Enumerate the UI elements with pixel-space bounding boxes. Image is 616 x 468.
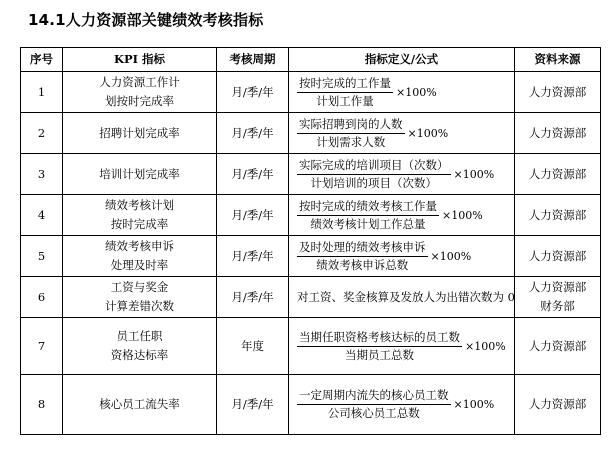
row-kpi xyxy=(63,236,217,277)
formula xyxy=(289,117,514,150)
kpi-line: 计算差错次数 xyxy=(105,299,174,313)
row-definition xyxy=(289,113,515,154)
formula-numerator: 当期任职资格考核达标的员工数 xyxy=(297,330,462,347)
row-kpi xyxy=(63,113,217,154)
row-kpi xyxy=(63,318,217,375)
table-row xyxy=(21,277,601,318)
row-definition xyxy=(289,236,515,277)
formula-denominator: 绩效考核计划工作总量 xyxy=(310,216,426,231)
row-definition xyxy=(289,375,515,435)
kpi-line: 员工任职 xyxy=(116,329,163,343)
source-line: 人力资源部 xyxy=(528,280,587,294)
row-no: 7 xyxy=(21,318,63,375)
kpi-line: 人力资源工作计 xyxy=(99,75,180,89)
formula-multiplier: ×100% xyxy=(453,167,495,181)
row-period: 月/季/年 xyxy=(217,72,289,113)
formula-denominator: 计划工作量 xyxy=(316,93,374,108)
row-definition xyxy=(289,154,515,195)
table-row xyxy=(21,318,601,375)
fraction xyxy=(297,76,393,109)
row-source xyxy=(515,113,601,154)
table-row xyxy=(21,72,601,113)
row-definition xyxy=(289,318,515,375)
header-period: 考核周期 xyxy=(217,48,289,72)
formula-denominator: 当期员工总数 xyxy=(345,347,414,362)
formula-numerator: 按时完成的绩效考核工作量 xyxy=(297,199,439,216)
kpi-line: 绩效考核计划 xyxy=(105,198,174,212)
fraction xyxy=(297,240,428,273)
row-no: 5 xyxy=(21,236,63,277)
row-definition xyxy=(289,277,515,318)
formula-denominator: 计划需求人数 xyxy=(316,134,386,149)
row-source xyxy=(515,154,601,195)
formula-multiplier: ×100% xyxy=(407,126,449,140)
header-kpi: KPI 指标 xyxy=(63,48,217,72)
formula xyxy=(289,199,514,232)
formula-multiplier: ×100% xyxy=(453,398,495,411)
fraction xyxy=(297,388,451,421)
row-period: 月/季/年 xyxy=(217,236,289,277)
kpi-line: 绩效考核申诉 xyxy=(105,239,174,253)
formula-denominator: 公司核心员工总数 xyxy=(327,406,420,420)
row-source xyxy=(515,318,601,375)
formula xyxy=(289,240,514,273)
kpi-line: 划按时完成率 xyxy=(105,94,174,108)
row-no: 1 xyxy=(21,72,63,113)
row-period: 月/季/年 xyxy=(217,113,289,154)
formula-numerator: 及时处理的绩效考核申诉 xyxy=(297,240,428,257)
header-no: 序号 xyxy=(21,48,63,72)
source-line: 财务部 xyxy=(540,299,575,313)
row-kpi xyxy=(63,195,217,236)
formula-numerator: 实际招聘到岗的人数 xyxy=(297,117,405,134)
row-no: 8 xyxy=(21,375,63,435)
formula-numerator: 一定周期内流失的核心员工数 xyxy=(297,388,451,405)
formula-multiplier: ×100% xyxy=(430,249,472,263)
formula-multiplier: ×100% xyxy=(465,339,506,353)
row-source xyxy=(515,277,601,318)
header-source: 资料来源 xyxy=(515,48,601,72)
kpi-table xyxy=(20,47,601,435)
table-row xyxy=(21,236,601,277)
definition-text: 对工资、奖金核算及发放人为出错次数为 0 xyxy=(297,289,515,304)
formula-denominator: 计划培训的项目（次数） xyxy=(310,175,437,190)
source-line: 人力资源部 xyxy=(528,248,587,263)
table-row xyxy=(21,154,601,195)
formula-multiplier: ×100% xyxy=(442,208,483,222)
row-kpi xyxy=(63,154,217,195)
formula xyxy=(289,158,514,191)
row-kpi xyxy=(63,72,217,113)
row-period: 月/季/年 xyxy=(217,195,289,236)
kpi-line: 按时完成率 xyxy=(110,217,169,231)
source-line: 人力资源部 xyxy=(528,397,587,411)
row-source xyxy=(515,195,601,236)
source-line: 人力资源部 xyxy=(528,338,587,353)
row-no: 2 xyxy=(21,113,63,154)
row-period: 月/季/年 xyxy=(217,375,289,435)
row-source xyxy=(515,72,601,113)
kpi-line: 核心员工流失率 xyxy=(99,397,180,411)
row-period: 月/季/年 xyxy=(217,154,289,195)
formula-multiplier: ×100% xyxy=(396,85,437,99)
kpi-line: 处理及时率 xyxy=(110,258,169,272)
formula-numerator: 实际完成的培训项目（次数） xyxy=(297,158,451,175)
row-period: 月/季/年 xyxy=(217,277,289,318)
formula-denominator: 绩效考核申诉总数 xyxy=(316,257,409,272)
row-no: 3 xyxy=(21,154,63,195)
row-definition xyxy=(289,195,515,236)
fraction xyxy=(297,330,462,363)
row-kpi xyxy=(63,375,217,435)
row-source xyxy=(515,236,601,277)
row-source xyxy=(515,375,601,435)
table-row xyxy=(21,113,601,154)
page-title: 14.1人力资源部关键绩效考核指标 xyxy=(28,11,264,29)
formula xyxy=(289,388,514,421)
table-header-row xyxy=(21,48,601,72)
formula xyxy=(289,330,514,363)
kpi-line: 培训计划完成率 xyxy=(99,166,180,181)
table-row xyxy=(21,195,601,236)
row-no: 4 xyxy=(21,195,63,236)
row-definition xyxy=(289,72,515,113)
fraction xyxy=(297,158,451,191)
row-no: 6 xyxy=(21,277,63,318)
header-definition: 指标定义/公式 xyxy=(289,48,515,72)
table-row xyxy=(21,375,601,435)
formula xyxy=(289,76,514,109)
row-kpi xyxy=(63,277,217,318)
formula-numerator: 按时完成的工作量 xyxy=(297,76,393,93)
source-line: 人力资源部 xyxy=(528,84,587,99)
kpi-line: 工资与奖金 xyxy=(110,280,169,294)
source-line: 人力资源部 xyxy=(528,166,587,181)
source-line: 人力资源部 xyxy=(528,125,587,140)
source-line: 人力资源部 xyxy=(528,207,587,222)
fraction xyxy=(297,117,405,150)
row-period: 年度 xyxy=(217,318,289,375)
kpi-line: 资格达标率 xyxy=(110,348,169,362)
fraction xyxy=(297,199,439,232)
kpi-line: 招聘计划完成率 xyxy=(99,125,180,140)
